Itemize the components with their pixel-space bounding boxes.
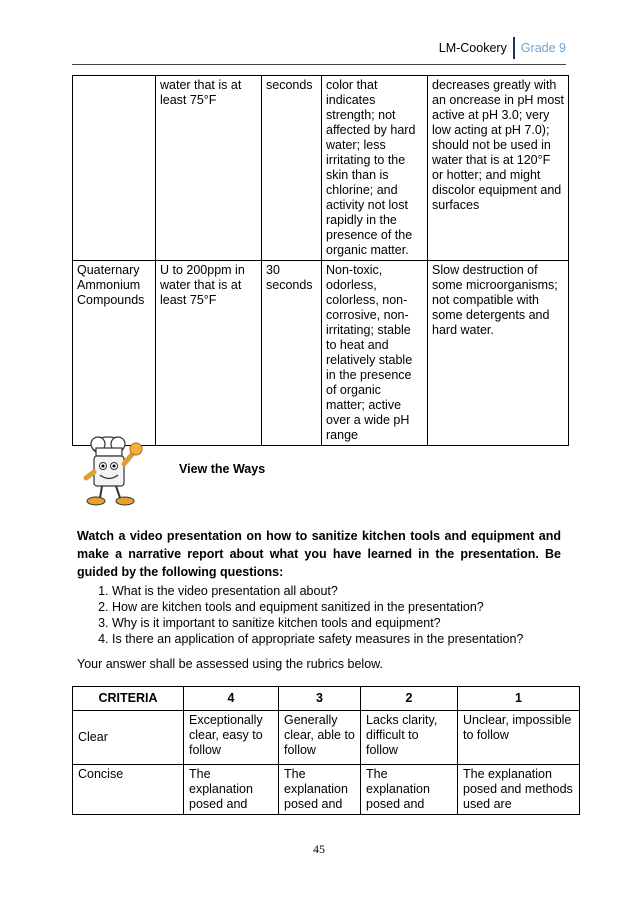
table-row <box>73 76 569 261</box>
table-cell: Generally clear, able to follow <box>279 711 361 765</box>
question-list <box>94 583 582 647</box>
table-cell: Non-toxic, odorless, colorless, non-corrosive, non-irritating; stable to heat and relatively stable in the presence of organic matter; active over a wide pH range <box>322 261 428 446</box>
table-cell: The explanation posed and methods used are <box>458 765 580 815</box>
header-rule <box>72 64 566 65</box>
page-header <box>439 38 566 58</box>
sanitizer-table <box>72 75 569 446</box>
table-cell: Concise <box>73 765 184 815</box>
table-cell: color that indicates strength; not affected by hard water; less irritating to the skin than is chlorine; and activity not lost rapidly in the presence of the organic matter. <box>322 76 428 261</box>
table-row <box>73 711 580 765</box>
table-cell: The explanation posed and <box>361 765 458 815</box>
table-cell: Slow destruction of some microorganisms; not compatible with some detergents and hard water. <box>428 261 569 446</box>
list-item: 2. How are kitchen tools and equipment sanitized in the presentation? <box>112 599 582 615</box>
table-cell: 30 seconds <box>262 261 322 446</box>
list-item: 4. Is there an application of appropriate safety measures in the presentation? <box>112 631 582 647</box>
table-cell: decreases greatly with an oncrease in pH most active at pH 3.0; very low acting at pH 7.0); should not be used in water that is at 120°F or hotter; and might discolor equipment and surfaces <box>428 76 569 261</box>
table-cell: Quaternary Ammonium Compounds <box>73 261 156 446</box>
column-header: 1 <box>458 687 580 711</box>
column-header: 4 <box>184 687 279 711</box>
instruction-text: Watch a video presentation on how to sanitize kitchen tools and equipment and make a narrative report about what you have learned in the presentation. Be guided by the following questions: <box>77 529 561 579</box>
table-cell: water that is at least 75°F <box>156 76 262 261</box>
table-cell: Unclear, impossible to follow <box>458 711 580 765</box>
column-header: 2 <box>361 687 458 711</box>
table-cell: The explanation posed and <box>184 765 279 815</box>
assessment-note: Your answer shall be assessed using the rubrics below. <box>77 657 383 671</box>
column-header: CRITERIA <box>73 687 184 711</box>
table-header-row <box>73 687 580 711</box>
list-item: 1. What is the video presentation all about? <box>112 583 582 599</box>
table-cell: Lacks clarity, difficult to follow <box>361 711 458 765</box>
table-cell: The explanation posed and <box>279 765 361 815</box>
page-number: 45 <box>313 842 325 856</box>
table-row <box>73 765 580 815</box>
list-item: 3. Why is it important to sanitize kitchen tools and equipment? <box>112 615 582 631</box>
table-cell: Exceptionally clear, easy to follow <box>184 711 279 765</box>
table-cell: Clear <box>73 711 184 765</box>
rubric-table <box>72 686 580 815</box>
column-header: 3 <box>279 687 361 711</box>
table-cell: U to 200ppm in water that is at least 75°F <box>156 261 262 446</box>
table-cell: seconds <box>262 76 322 261</box>
chef-mascot-icon <box>78 434 150 508</box>
section-title: View the Ways <box>179 462 266 476</box>
table-cell <box>73 76 156 261</box>
table-row <box>73 261 569 446</box>
grade-label: Grade 9 <box>520 41 566 55</box>
course-title: LM-Cookery <box>438 41 507 55</box>
